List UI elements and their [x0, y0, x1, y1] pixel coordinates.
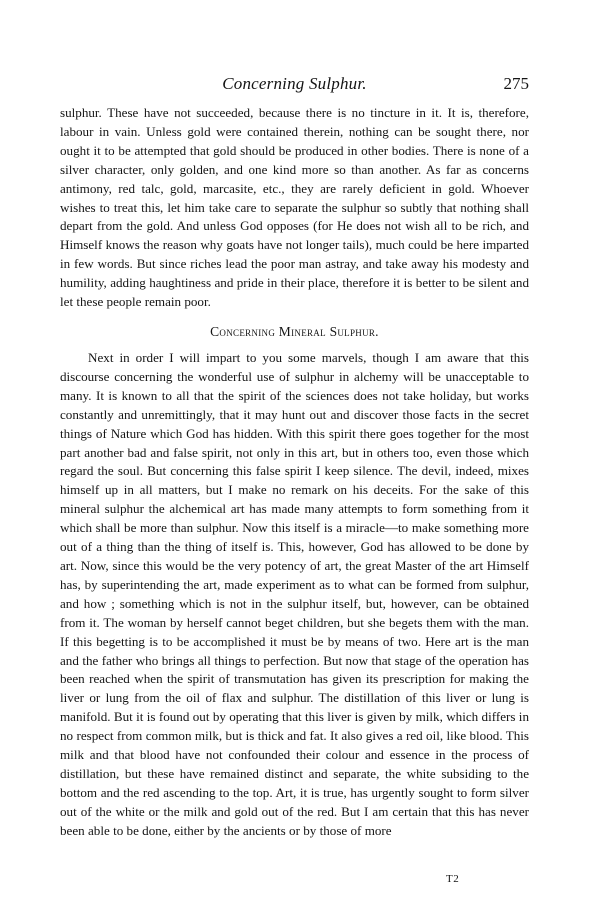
running-title: Concerning Sulphur.: [222, 74, 367, 93]
running-head: [60, 74, 529, 98]
paragraph-2-text: Next in order I will impart to you some marvels, though I am aware that this discourse concerning the wonderful use of sulphur in alchemy will be unacceptable to many. It is known to all that the spirit of the sciences does not take holiday, but works constantly and unremittingly, that it may hunt out and discover those facts in the secret things of Nature which God has hidden. With this spirit there goes together for the most part another bad and false spirit, not only in this art, but in others too, even those which regard the soul. But concerning this false spirit I keep silence. The devil, indeed, mixes himself up in all matters, but I make no remark on his deceits. For the sake of this mineral sulphur the alchemical art has made many attempts to form something from it which shall be more than sulphur. Now this itself is a miracle—to make something more out of a thing than the thing of itself is. This, however, God has allowed to be done by art. Now, since this would be the very potency of art, the great Master of the art Himself has, by superintending the art, made experiment as to what can be formed from sulphur, and how ; something which is not in the sulphur itself, but, however, can be obtained from it. The woman by herself cannot beget children, but she begets them with the man. If this begetting is to be accomplished it must be by means of two. Here art is the man and the father who brings all things to perfection. But now that stage of the operation has been reached when the spirit of transmutation has given its prescription for making the liver or lung from the oil of flax and sulphur. The distillation of this liver or lung is manifold. But it is found out by operating that this liver is given by milk, which differs in no respect from common milk, but is thick and fat. It also gives a red oil, like blood. This milk and that blood have not confounded their colour and essence in the process of distillation, but these have remained distinct and separate, the white subsiding to the bottom and the red ascending to the top. Art, it is true, has urgently sought to form silver out of the white or the milk and gold out of the red. But I am certain that this has never been able to be done, either by the ancients or by those of more: [60, 350, 529, 838]
section-heading: Concerning Mineral Sulphur.: [210, 324, 379, 339]
page-number: 275: [503, 74, 529, 93]
paragraph-1-text: sulphur. These have not succeeded, because there is no tincture in it. It is, therefore, labour in vain. Unless gold were contained therein, nothing can be sought there, nor ought it to be attempted that gold should be produced in other bodies. There is none of a silver character, only golden, and one kind more so than another. As far as concerns antimony, red talc, gold, marcasite, etc., they are rarely deficient in gold. Whoever wishes to treat this, let him take care to separate the sulphur so subtly that nothing shall depart from the gold. And unless God opposes (for He does not wish all to be rich, and Himself knows the reason why goats have not longer tails), much could be here imparted in few words. But since riches lead the poor man astray, and take away his modesty and humility, adding haughtiness and pride in their place, therefore it is better to be silent and let these people remain poor.: [60, 105, 529, 310]
paragraph-continued: [60, 104, 529, 312]
signature-mark: T2: [446, 873, 460, 885]
paragraph-mineral-sulphur: [60, 349, 529, 841]
